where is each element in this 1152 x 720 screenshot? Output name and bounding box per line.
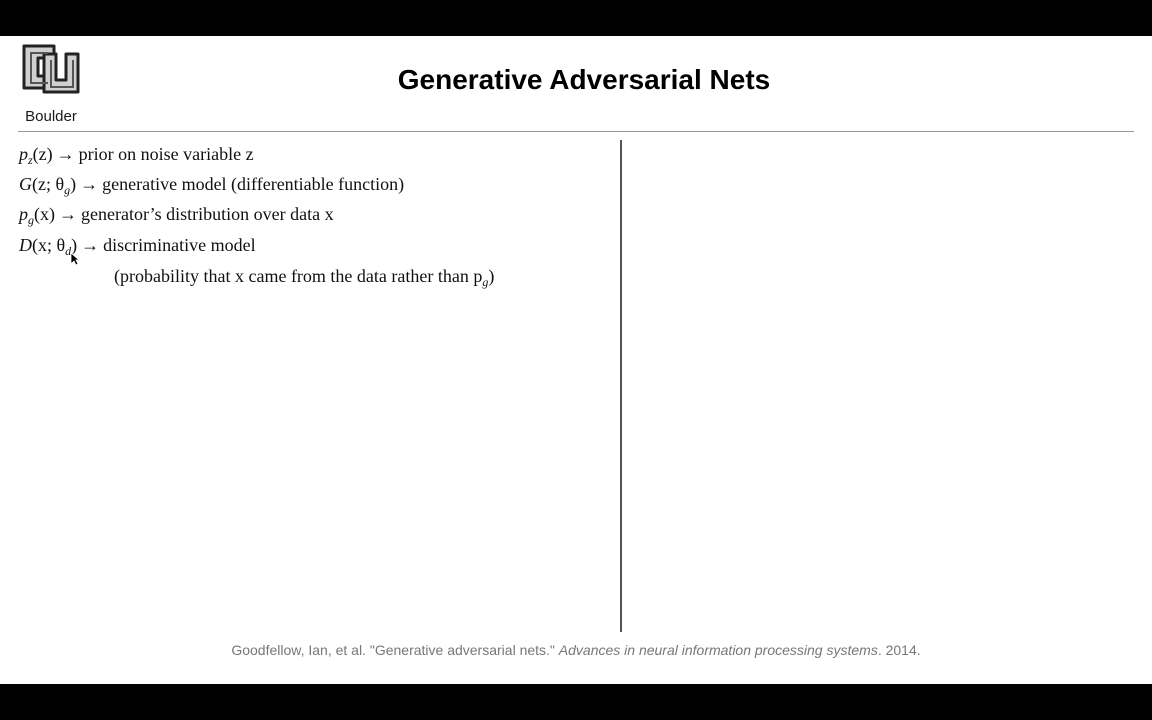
citation-authors: Goodfellow, Ian, et al. "Generative adversarial nets." bbox=[231, 642, 559, 658]
def-fn: D bbox=[19, 235, 32, 255]
note-sub: g bbox=[482, 275, 489, 289]
definition-discriminator bbox=[19, 235, 256, 256]
title-divider bbox=[18, 131, 1134, 132]
arrow: → bbox=[56, 144, 75, 164]
definition-prior bbox=[19, 144, 254, 165]
note-pre: (probability that x came from the data rather than p bbox=[114, 266, 483, 286]
def-sub: d bbox=[65, 244, 72, 258]
slide bbox=[0, 36, 1152, 684]
def-sub: g bbox=[64, 183, 71, 197]
logo-text: Boulder bbox=[25, 108, 77, 125]
citation-venue: Advances in neural information processing systems bbox=[558, 642, 878, 658]
def-args-pre: (z; θ bbox=[32, 174, 65, 194]
def-fn: G bbox=[19, 174, 32, 194]
def-desc: prior on noise variable z bbox=[78, 144, 254, 164]
def-desc: discriminative model bbox=[103, 235, 256, 255]
def-sub: z bbox=[28, 153, 33, 167]
def-desc: generator’s distribution over data x bbox=[81, 204, 334, 224]
def-fn: p bbox=[19, 144, 28, 164]
note-post: ) bbox=[488, 266, 495, 286]
arrow: → bbox=[80, 174, 99, 194]
definition-generator-distribution bbox=[19, 204, 334, 225]
def-args-post: ) bbox=[71, 235, 78, 255]
column-divider bbox=[620, 140, 622, 632]
arrow: → bbox=[81, 235, 100, 255]
def-desc: generative model (differentiable function) bbox=[102, 174, 405, 194]
def-sub: g bbox=[28, 213, 34, 227]
mouse-cursor-icon bbox=[70, 252, 80, 271]
arrow: → bbox=[59, 204, 77, 224]
citation bbox=[0, 642, 1152, 658]
def-args: (x) bbox=[34, 204, 55, 224]
slide-title: Generative Adversarial Nets bbox=[397, 64, 771, 95]
definition-generator bbox=[19, 174, 404, 195]
citation-year: . 2014. bbox=[877, 642, 921, 658]
discriminator-note bbox=[114, 266, 494, 287]
def-fn: p bbox=[19, 204, 28, 224]
def-args-post: ) bbox=[70, 174, 77, 194]
def-args-pre: (x; θ bbox=[32, 235, 66, 255]
def-args: (z) bbox=[32, 144, 53, 164]
